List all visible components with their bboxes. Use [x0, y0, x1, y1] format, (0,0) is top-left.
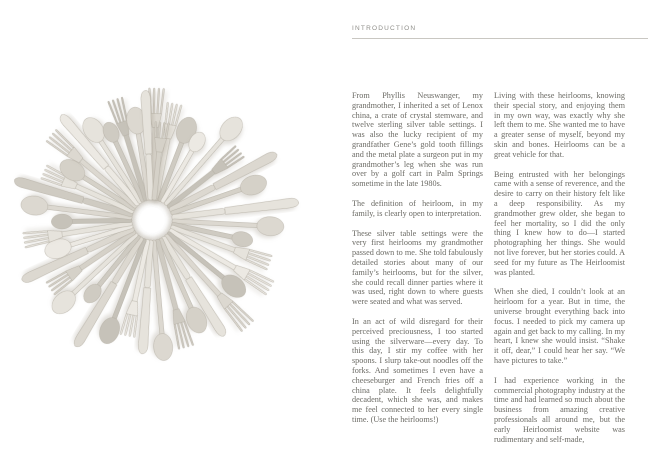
paragraph: Living with these heirlooms, knowing their special story, and enjoying them in my own way, was exactly why she left them to me. She wanted me to have a greater sense of myself, beyond my skin and bones. Heirlooms can be a great vehicle for that. — [494, 91, 625, 159]
paragraph: I had experience working in the commercial photography industry at the time and had learned so much about the business from amazing creative professionals all around me, but the early Heirloomist website was rudimentary and self-made, — [494, 375, 625, 444]
silverware-starburst-image — [2, 70, 302, 370]
header-rule — [352, 38, 648, 39]
text-columns — [352, 91, 625, 454]
paragraph: From Phyllis Neuswanger, my grandmother, I inherited a set of Lenox china, a crate of crystal stemware, and twelve sterling silver table settings. I was also the lucky recipient of my grandfather Gene’s gold tooth fillings and the metal plate a surgeon put in my grandmother’s leg when she was run over by a golf cart in Palm Springs sometime in the late 1980s. — [352, 91, 483, 189]
text-column-left — [352, 91, 483, 454]
silverware-starburst-svg — [2, 70, 302, 370]
paragraph: Being entrusted with her belongings came with a sense of reverence, and the desire to carry on their history felt like a deep responsibility. As my grandmother grew older, she began to feel her mortality, so I did the only thing I knew how to do—I started photographing her things. She would not live forever, but her stories could. A seed for my future as The Heirloomist was planted. — [494, 169, 625, 277]
running-head: INTRODUCTION — [352, 25, 417, 32]
paragraph: The definition of heirloom, in my family, is clearly open to interpretation. — [352, 198, 483, 218]
paragraph: These silver table settings were the very first heirlooms my grandmother passed down to me. She told fabulously detailed stories about many of our family’s heirlooms, but for the silver, she could recall dinner parties where it was used, right down to where guests were seated and what was served. — [352, 228, 483, 307]
paragraph: When she died, I couldn’t look at an heirloom for a year. But in time, the universe brought everything back into focus. I needed to pick my camera up again and get back to my calling. In my heart, I knew she would insist. “Shake it off, dear,” I could hear her say. “We have pictures to take.” — [494, 287, 625, 365]
paragraph: In an act of wild disregard for their perceived preciousness, I too started using the silverware—every day. To this day, I stir my coffee with her spoons. I slurp take-out noodles off the forks. And sometimes I even have a cheeseburger and French fries off a china plate. It feels delightfully decadent, which she was, and makes me feel connected to her every single time. (Use the heirlooms!) — [352, 316, 483, 424]
text-column-right — [494, 91, 625, 454]
